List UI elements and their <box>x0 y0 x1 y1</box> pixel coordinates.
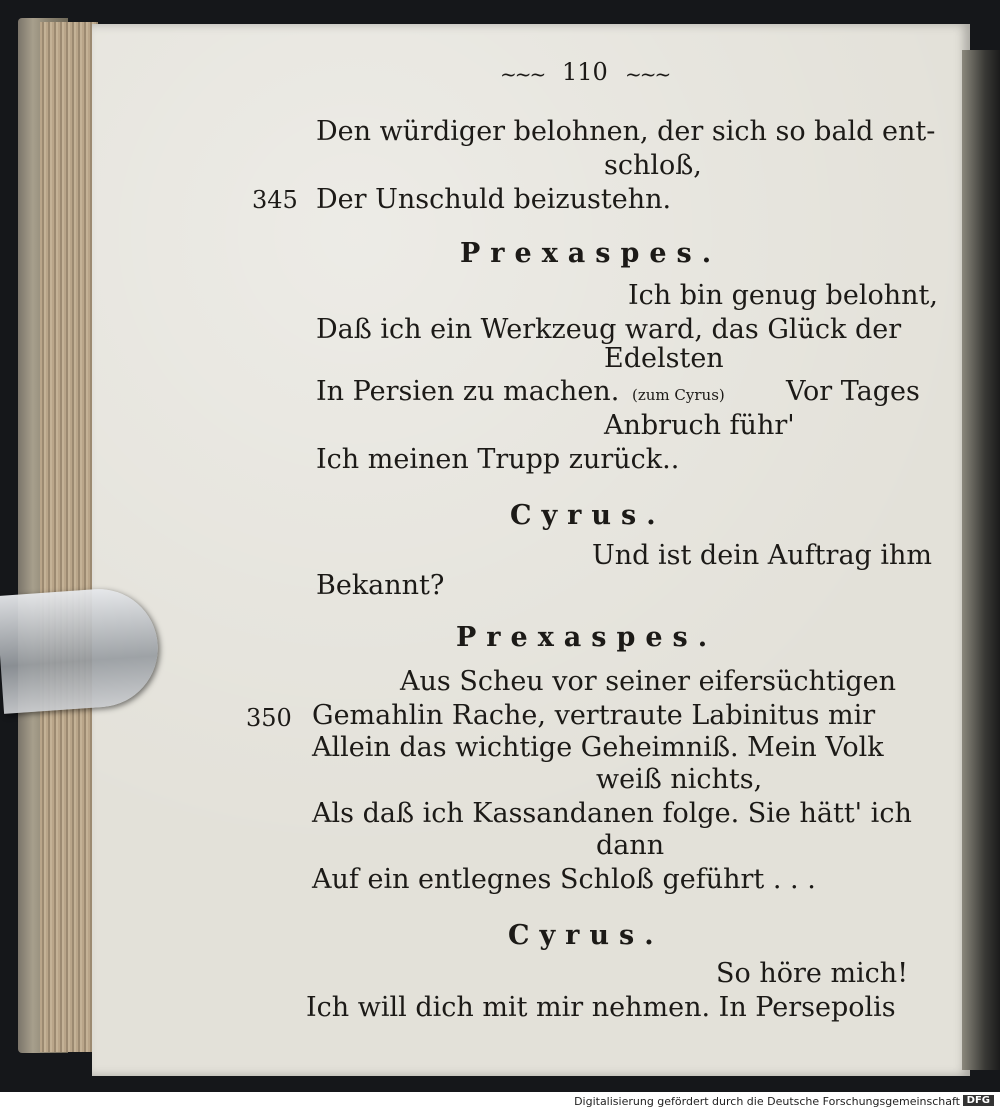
text-line: Ich bin genug belohnt, <box>628 280 938 311</box>
line-number: 345 <box>252 186 298 214</box>
text-line: Ich will dich mit mir nehmen. In Persepolis <box>306 992 896 1023</box>
ornament-left: ~~~ <box>500 62 545 86</box>
speaker-name: Prexaspes. <box>460 238 722 269</box>
text-line: Bekannt? <box>316 570 445 601</box>
stage-direction: (zum Cyrus) <box>632 386 725 404</box>
speaker-name: Prexaspes. <box>456 622 718 653</box>
dfg-logo: DFG <box>963 1095 994 1106</box>
text-line: Gemahlin Rache, vertraute Labinitus mir <box>312 700 876 731</box>
speaker-name: Cyrus. <box>508 920 664 951</box>
page-number: 110 <box>562 58 608 86</box>
text-line: weiß nichts, <box>596 764 763 795</box>
text-line: Als daß ich Kassandanen folge. Sie hätt' ich <box>312 798 912 829</box>
funding-credit: Digitalisierung gefördert durch die Deutsche Forschungsgemeinschaft <box>574 1095 960 1108</box>
facing-page-edge <box>962 50 1000 1070</box>
line-number: 350 <box>246 704 292 732</box>
text-line: dann <box>596 830 665 861</box>
text-line: Ich meinen Trupp zurück.. <box>316 444 680 475</box>
text-line: Aus Scheu vor seiner eifersüchtigen <box>400 666 896 697</box>
text-line: In Persien zu machen. <box>316 376 620 407</box>
text-line: Anbruch führ' <box>604 410 795 441</box>
text-line: Daß ich ein Werkzeug ward, das Glück der <box>316 314 902 345</box>
text-line: So höre mich! <box>716 958 909 989</box>
text-line: Der Unschuld beizustehn. <box>316 184 672 215</box>
text-line: schloß, <box>604 150 702 181</box>
text-line: Allein das wichtige Geheimniß. Mein Volk <box>312 732 884 763</box>
ornament-right: ~~~ <box>625 62 670 86</box>
text-line: Vor Tages <box>786 376 920 407</box>
text-line: Auf ein entlegnes Schloß geführt . . . <box>312 864 816 895</box>
text-line: Und ist dein Auftrag ihm <box>592 540 933 571</box>
page-stack-edge <box>40 22 98 1052</box>
footer-bar <box>0 1092 1000 1112</box>
speaker-name: Cyrus. <box>510 500 666 531</box>
text-line: Edelsten <box>604 343 724 374</box>
text-line: Den würdiger belohnen, der sich so bald ent- <box>316 116 936 147</box>
